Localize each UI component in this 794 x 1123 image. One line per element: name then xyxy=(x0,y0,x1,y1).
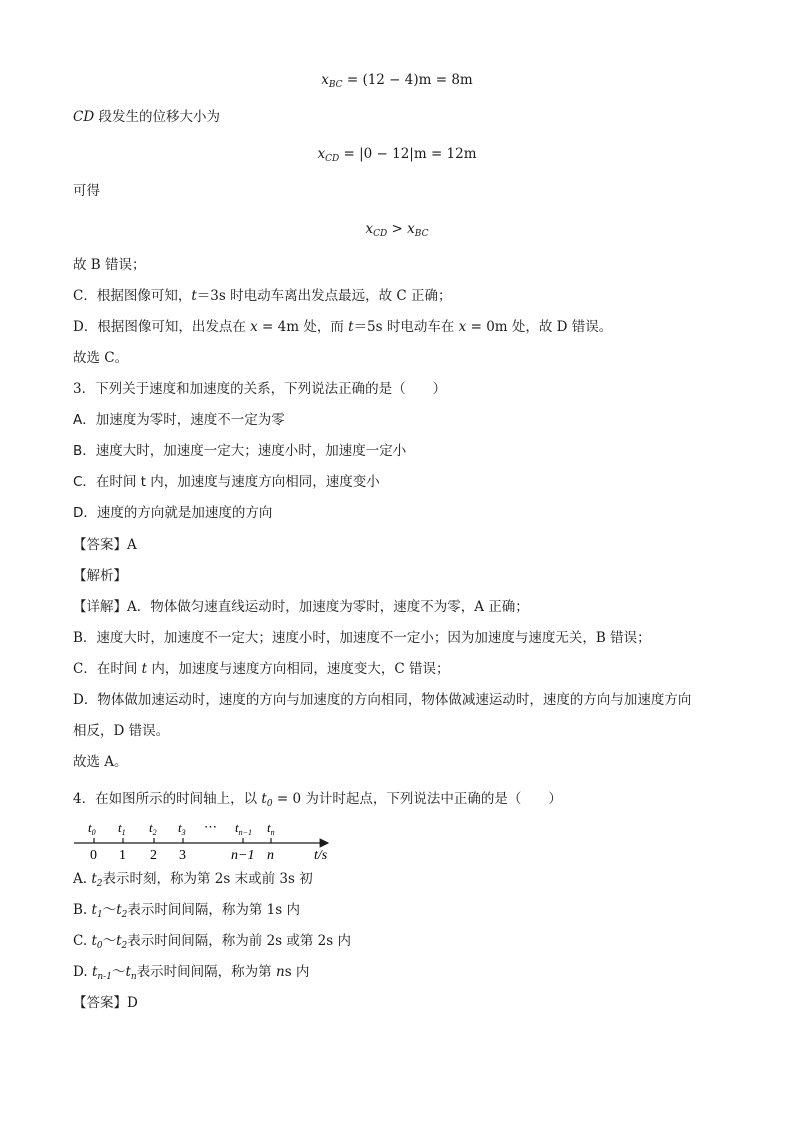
q4-answer xyxy=(73,994,138,1012)
opt-d-n: n xyxy=(275,964,285,980)
c-mid: ＝3s 时电动车离出发点最远，故 C 正确； xyxy=(196,288,452,304)
q4-stem xyxy=(73,790,562,813)
d-t: t xyxy=(348,319,354,335)
opt-d-s1: n-1 xyxy=(97,972,112,982)
opt-b-s2: 2 xyxy=(121,910,128,920)
opt-d-mid: ～ xyxy=(111,964,126,980)
keyi-text: 可得 xyxy=(73,183,100,199)
axis-top-label: $t_1$ xyxy=(118,820,126,837)
detail-a-text: A．物体做匀速直线运动时，加速度为零时，速度不为零，A 正确； xyxy=(127,599,529,615)
opt-a-t: t xyxy=(91,871,97,887)
d-pre: D．根据图像可知，出发点在 xyxy=(73,319,251,335)
equation-compare xyxy=(0,220,794,243)
d-v3: = 0m 处，故 D 错误。 xyxy=(466,319,613,335)
opt-d-post2: s 内 xyxy=(284,964,310,980)
opt-c-pre: C. xyxy=(73,933,92,949)
q4-option-d xyxy=(73,963,309,986)
equation-expr-pre: = xyxy=(339,146,360,162)
b-wrong-text: 故 B 错误； xyxy=(73,257,146,273)
axis-top-label: $t_2$ xyxy=(149,820,157,837)
q4-option-a: A. $t_2$表示时刻，称为第 2s 末或前 3s 初 xyxy=(73,871,313,889)
opt-b-post: 表示时间间隔，称为第 1s 内 xyxy=(127,902,300,918)
opt-c-t1: t xyxy=(91,933,97,949)
equation-expr-post: m = 12m xyxy=(413,146,477,162)
q3-detail-d1: D．物体做加速运动时，速度的方向与加速度的方向相同，物体做减速运动时，速度的方向与加速度方向 xyxy=(73,692,692,708)
equation-xcd xyxy=(0,145,794,168)
q4-stem-pre: 4．在如图所示的时间轴上，以 xyxy=(73,791,262,807)
q4-stem-post: = 0 为计时起点，下列说法中正确的是（ ） xyxy=(272,791,562,807)
answer-tag: 【答案】 xyxy=(73,537,127,553)
axis-top-label: $t_0$ xyxy=(88,820,96,837)
axis-bottom-label: 2 xyxy=(150,848,157,863)
opt-d-t2: t xyxy=(125,964,131,980)
c-t: t xyxy=(191,288,197,304)
axis-top-label: $t_n$ xyxy=(267,820,275,837)
equation-var: x xyxy=(321,72,329,88)
opt-a-post: 表示时刻，称为第 2s 末或前 3s 初 xyxy=(102,871,313,887)
q3-detail-b: B．速度大时，加速度不一定大；速度小时，加速度不一定小；因为加速度与速度无关，B 错误； xyxy=(73,630,651,646)
opt-b-t1: t xyxy=(91,902,97,918)
opt-a-sub: 2 xyxy=(96,879,103,889)
axis-bottom-label: n xyxy=(267,848,274,863)
q4-stem-t: t xyxy=(261,791,267,807)
axis-top-label: $t_{n-1}$ xyxy=(235,820,253,837)
opt-c-t2: t xyxy=(116,933,122,949)
equation-var: x xyxy=(317,146,326,162)
axis-bottom-label: 0 xyxy=(90,848,97,863)
cd-var: CD xyxy=(73,109,95,125)
opt-d-pre: D. xyxy=(73,964,92,980)
q3-answer xyxy=(73,536,137,554)
equation-sub: CD xyxy=(325,154,340,164)
q4-stem-sub: 0 xyxy=(266,799,273,809)
opt-c-s2: 2 xyxy=(121,941,128,951)
time-axis-figure xyxy=(70,816,340,864)
opt-d-s2: n xyxy=(130,972,137,982)
opt-b-s1: 1 xyxy=(96,910,103,920)
cmp-a: x xyxy=(365,221,374,237)
detail-c-post: 内，加速度与速度方向相同，速度变大，C 错误； xyxy=(147,661,450,677)
opt-b-pre: B. xyxy=(73,902,92,918)
d-x1: x xyxy=(250,319,258,335)
opt-b-mid: ～ xyxy=(102,902,117,918)
answer-value: A xyxy=(127,537,137,553)
equation-abs: |0 − 12| xyxy=(359,146,414,162)
opt-d-post: 表示时间间隔，称为第 xyxy=(136,964,276,980)
q3-choose: 故选 A。 xyxy=(73,754,128,770)
opt-c-s1: 0 xyxy=(96,941,103,951)
c-pre: C．根据图像可知， xyxy=(73,288,192,304)
axis-bottom-label: n−1 xyxy=(231,848,255,863)
opt-b-t2: t xyxy=(116,902,122,918)
cmp-a-sub: CD xyxy=(373,229,388,239)
cd-text: 段发生的位移大小为 xyxy=(94,109,220,125)
axis-bottom-label: 1 xyxy=(119,848,126,863)
equation-xbc xyxy=(0,71,794,94)
opt-c-post: 表示时间间隔，称为前 2s 或第 2s 内 xyxy=(127,933,351,949)
axis-top-label: $t_3$ xyxy=(178,820,186,837)
answer-value: D xyxy=(127,995,138,1011)
q3-option-b: B．速度大时，加速度一定大；速度小时，加速度一定小 xyxy=(73,443,407,459)
axis-unit-label: t/s xyxy=(314,848,328,863)
q3-detail-a xyxy=(73,598,529,616)
q3-stem: 3．下列关于速度和加速度的关系，下列说法正确的是（ ） xyxy=(73,381,447,397)
axis-bottom-label: 3 xyxy=(179,848,186,863)
d-analysis-line xyxy=(73,318,612,336)
q3-analysis-tag: 【解析】 xyxy=(73,568,127,584)
q4-option-b xyxy=(73,901,300,924)
axis-top-ellipsis: ⋯ xyxy=(204,819,217,834)
q3-detail-c xyxy=(73,660,449,678)
choose-c-text: 故选 C。 xyxy=(73,350,129,366)
cmp-b: x xyxy=(407,221,415,237)
q3-option-c: C．在时间 t 内，加速度与速度方向相同，速度变小 xyxy=(73,474,380,490)
d-v2: ＝5s 时电动车在 xyxy=(353,319,459,335)
q3-option-d: D．速度的方向就是加速度的方向 xyxy=(73,505,273,521)
q3-detail-d2: 相反，D 错误。 xyxy=(73,723,170,739)
q3-option-a: A．加速度为零时，速度不一定为零 xyxy=(73,412,285,428)
d-x2: x xyxy=(458,319,467,335)
cmp-b-sub: BC xyxy=(414,229,429,239)
equation-sub: BC xyxy=(328,80,343,90)
detail-c-t: t xyxy=(141,661,148,677)
c-analysis-line xyxy=(73,287,452,305)
equation-expr: = (12 − 4)m = 8m xyxy=(342,72,473,88)
q4-option-c xyxy=(73,932,351,955)
d-v1: = 4m 处，而 xyxy=(257,319,349,335)
cmp-op: > xyxy=(387,221,408,237)
detail-tag: 【详解】 xyxy=(73,599,127,615)
cd-intro xyxy=(73,108,220,126)
opt-d-t1: t xyxy=(91,964,98,980)
answer-tag: 【答案】 xyxy=(73,995,127,1011)
opt-c-mid: ～ xyxy=(102,933,117,949)
detail-c-pre: C．在时间 xyxy=(73,661,142,677)
